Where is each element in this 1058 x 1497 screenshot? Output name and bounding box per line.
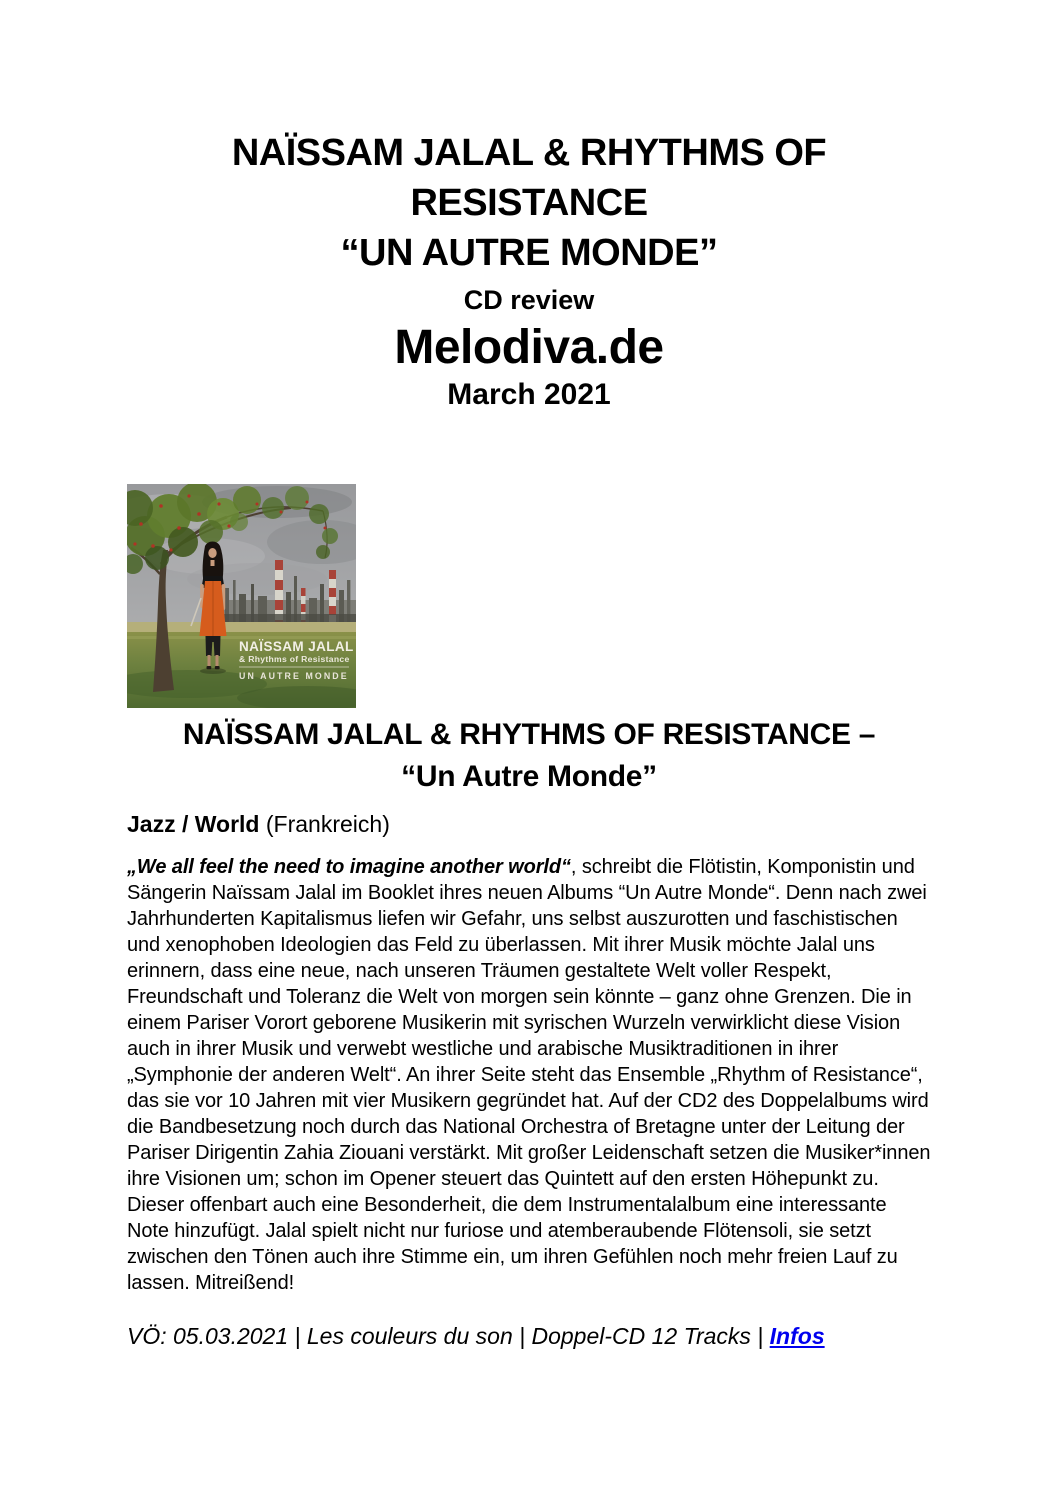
review-section: [127, 714, 931, 1350]
lead-quote: „We all feel the need to imagine another world“: [127, 856, 571, 878]
review-title-line1: NAÏSSAM JALAL & RHYTHMS OF RESISTANCE –: [182, 718, 876, 751]
press-title-line2: RESISTANCE: [410, 182, 648, 224]
press-title-line1: NAÏSSAM JALAL & RHYTHMS OF: [231, 132, 827, 174]
figure-shadow: [200, 668, 226, 674]
publication-date: March 2021: [447, 378, 611, 411]
cover-album-name: UN AUTRE MONDE: [239, 671, 349, 681]
document-header: [127, 128, 931, 414]
review-title: [127, 714, 931, 798]
genre-region: (Frankreich): [259, 811, 390, 837]
publication-name: Melodiva.de: [394, 321, 664, 374]
release-info-line: [127, 1322, 931, 1350]
release-info-text: VÖ: 05.03.2021 | Les couleurs du son | Doppel-CD 12 Tracks |: [127, 1323, 770, 1349]
review-type-label: CD review: [463, 285, 595, 315]
cover-title-block: [239, 639, 354, 681]
woman-face: [208, 548, 216, 558]
review-title-line2: “Un Autre Monde”: [401, 760, 657, 793]
review-body: [127, 854, 933, 1296]
review-body-text: , schreibt die Flötistin, Komponistin und Sängerin Naïssam Jalal im Booklet ihres neuen Albums “Un Autre Monde“. Denn nach zwei Jahrhunderten Kapitalismus liefen wir Gefahr, uns selbst auszurotten und faschistischen und xenophoben Ideologien das Feld zu überlassen. Mit ihrer Musik möchte Jalal uns erinnern, dass eine neue, nach unseren Träumen gestaltete Welt voller Respekt, Freundschaft und Toleranz die Welt von morgen sein könnte – ganz ohne Grenzen. Die in einem Pariser Vorort geborene Musikerin mit syrischen Wurzeln verwirklicht diese Vision auch in ihrer Musik und verwebt westliche und arabische Musiktraditionen in ihrer „Symphonie der anderen Welt“. An ihrer Seite steht das Ensemble „Rhythm of Resistance“, das sie vor 10 Jahren mit vier Musikern gegründet hat. Auf der CD2 des Doppelalbums wird die Bandbesetzung noch durch das National Orchestra of Bretagne unter der Leitung der Pariser Dirigentin Zahia Ziouani verstärkt. Mit großer Leidenschaft setzen die Musiker*innen ihre Visionen um; schon im Opener steuert das Quintett auf den ersten Höhepunkt zu. Dieser offenbart auch eine Besonderheit, die dem Instrumentalalbum eine interessante Note hinzufügt. Jalal spielt nicht nur furiose und atemberaubende Flötensoli, sie setzt zwischen den Tönen auch ihre Stimme ein, um ihren Gefühlen noch mehr freien Lauf zu lassen. Mitreißend!: [127, 856, 931, 1294]
infos-link[interactable]: Infos: [769, 1323, 825, 1349]
genre-line: [127, 810, 931, 838]
album-cover-art: [127, 484, 356, 708]
cover-group-name: & Rhythms of Resistance: [239, 654, 350, 664]
album-cover-image: [127, 484, 356, 708]
cover-artist-name: NAÏSSAM JALAL: [239, 639, 354, 654]
genre-label: Jazz / World: [127, 811, 260, 837]
press-title: [127, 128, 931, 278]
album-title-quoted: “UN AUTRE MONDE”: [340, 232, 718, 274]
